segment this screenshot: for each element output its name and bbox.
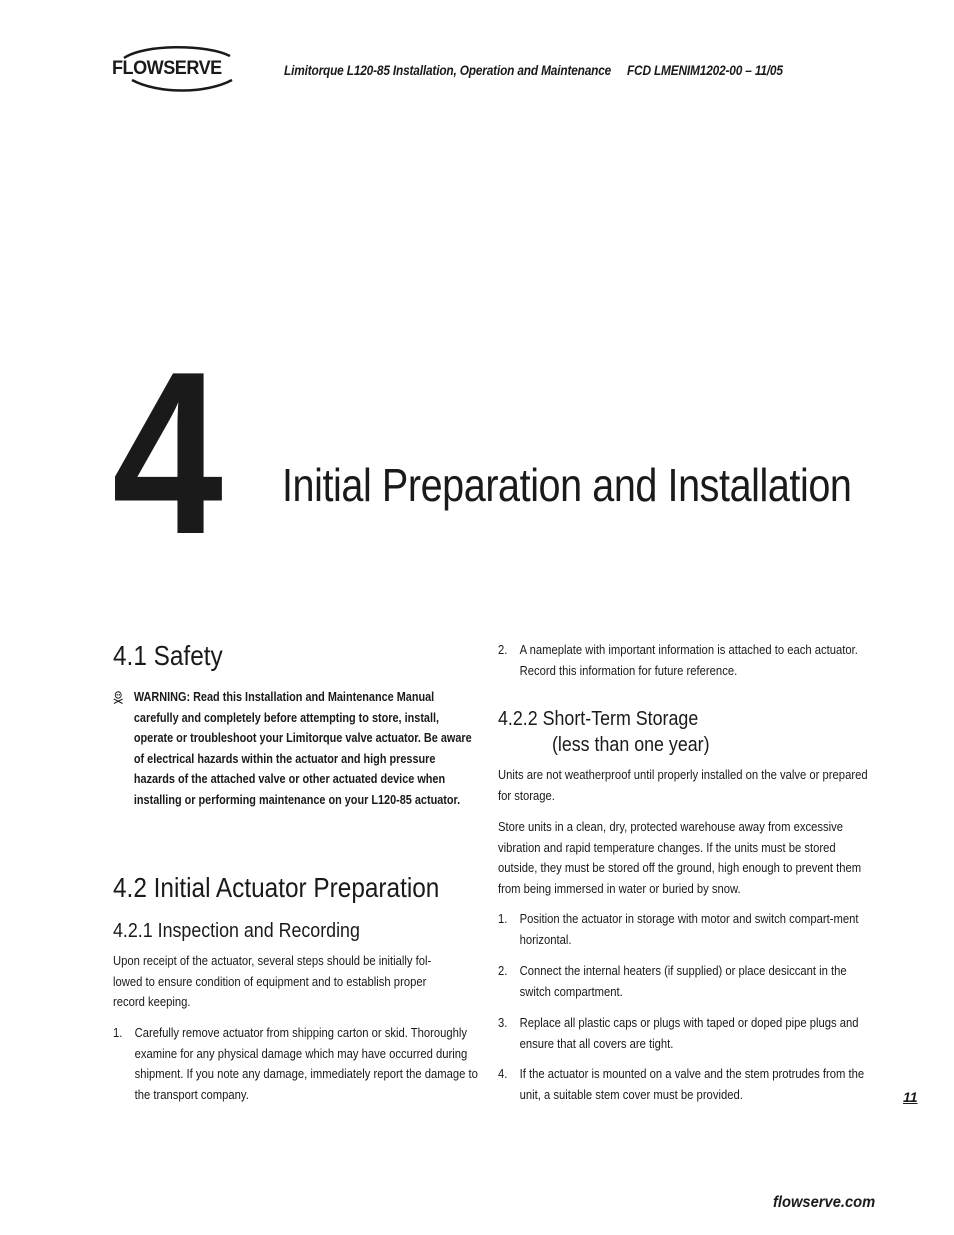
logo-text: FLOWSERVE [112, 58, 222, 79]
chapter-title: Initial Preparation and Installation [282, 459, 852, 511]
list-item: 2. Connect the internal heaters (if supplied) or place desiccant in the switch compartment. [498, 964, 847, 999]
footer-url: flowserve.com [773, 1194, 876, 1211]
storage-paragraph-2: Store units in a clean, dry, protected warehouse away from excessive vibration and rapid temperature changes. If the units must be stored outside, they must be stored off the ground, high enough to prevent them from being immersed in water or buried by snow. [498, 820, 862, 896]
safety-warning [113, 687, 478, 810]
section-4-2-1-heading: 4.2.1 Inspection and Recording [113, 919, 360, 942]
running-header [284, 63, 783, 78]
skull-crossbones-icon [113, 691, 123, 704]
list-item: 1. Carefully remove actuator from shipping carton or skid. Thoroughly examine for any physical damage which may have occurred during shipment. If you note any damage, immediately report the damage to the transport company. [113, 1026, 478, 1102]
list-item: 2. A nameplate with important information is attached to each actuator. Record this information for future reference. [498, 643, 858, 678]
storage-paragraph-1: Units are not weatherproof until properly installed on the valve or prepared for storage. [498, 768, 868, 803]
chapter-number: 4 [112, 324, 220, 583]
section-4-2-2-heading: 4.2.2 Short-Term Storage (less than one year) [498, 707, 710, 757]
section-4-1-heading: 4.1 Safety [113, 640, 223, 671]
document-title: Limitorque L120-85 Installation, Operation and Maintenance [284, 63, 612, 78]
list-item: 4. If the actuator is mounted on a valve and the stem protrudes from the unit, a suitable stem cover must be provided. [498, 1067, 865, 1102]
inspection-intro: Upon receipt of the actuator, several steps should be initially fol-lowed to ensure condition of equipment and to establish proper record keeping. [113, 954, 432, 1009]
page-number: 11 [903, 1089, 918, 1105]
section-4-2-heading: 4.2 Initial Actuator Preparation [113, 872, 440, 903]
list-item: 1. Position the actuator in storage with motor and switch compart-ment horizontal. [498, 912, 859, 947]
flowserve-logo [110, 42, 250, 94]
document-code: FCD LMENIM1202-00 – 11/05 [626, 63, 783, 78]
warning-text: WARNING: Read this Installation and Maintenance Manual carefully and completely before attempting to store, install, operate or troubleshoot your Limitorque valve actuator. Be aware of electrical hazards within the actuator and high pressure hazards of the attached valve or other actuated device when installing or performing maintenance on your L120-85 actuator. [133, 690, 472, 807]
list-item: 3. Replace all plastic caps or plugs with taped or doped pipe plugs and ensure that all covers are tight. [498, 1016, 859, 1051]
